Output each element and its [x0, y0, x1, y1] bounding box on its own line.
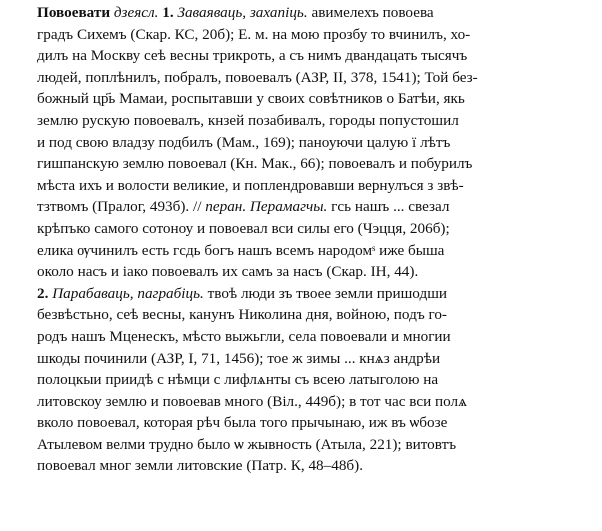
text-line: вколо повоевал, которая рѣч была того прычынаю, иж въ ѡбозе [37, 414, 448, 432]
text-line: авимелехъ повоева [307, 4, 434, 21]
text-line: градъ Сихемъ (Скар. КС, 20б); Е. м. на мою прозбу то вчинилъ, хо- [37, 25, 471, 43]
figurative-label: перан. Перамагчы. [205, 198, 328, 216]
text-line: твоѣ люди зъ твоее земли пришодши [203, 284, 448, 302]
text-line: безвѣстьно, сеѣ весны, канунъ Николина дня, войною, подъ го- [37, 306, 447, 324]
text-line: гсь нашъ ... свезал [327, 198, 450, 216]
text-line: около насъ и iако повоевалъ их самъ за насъ (Скар. IН, 44). [37, 263, 419, 281]
sense-1-number: 1. [162, 4, 174, 21]
text-line: литовскоу землю и повоевав много (Віл., 449б); в тот час вси полѧ [37, 392, 468, 410]
entry-sense-1 [3, 2, 599, 283]
text-line: тзтвомъ (Пралог, 493б). // [37, 198, 206, 216]
text-line: дилъ на Москву сеѣ весны трикроть, а съ нимъ двандацать тысячъ [37, 47, 468, 65]
text-line-with-figurative [3, 196, 599, 218]
sense-2-number: 2. [37, 284, 49, 302]
text-line: землю рускую повоевалъ, кнзей позабивалъ, городы попустошил [37, 111, 459, 129]
entry-first-line [3, 2, 599, 24]
text-line: елика ѹчинилъ есть гсдь богъ нашъ всемъ народомˢ иже быша [37, 241, 445, 259]
text-line: божный цр҃ь Мамаи, роспытавши у своих совѣтников о Батѣи, якь [37, 90, 465, 108]
text-line: мѣста ихъ и волости великие, и поплендровавши вернулъся з звѣ- [37, 176, 464, 194]
entry-headword: Повоевати [37, 4, 111, 21]
text-line: родъ нашъ Мценескъ, мѣсто выжьгли, села повоевали и многии [37, 327, 451, 345]
sense-2-first-line [3, 283, 599, 305]
text-line: полоцкыи приидѣ с нѣмци с лифлѧнты съ всею латыголою на [37, 371, 439, 389]
text-line: крѣпъко самого сотоноу и повоевал вси силы его (Чэцця, 206б); [37, 219, 450, 237]
text-line: гишпанскую землю повоевал (Кн. Мак., 66); повоевалъ и побурилъ [37, 155, 473, 173]
text-line: Атылевом велми трудно было ѡ жывность (Атыла, 221); витовтъ [37, 435, 457, 453]
sense-1-gloss: Заваяваць, захапіць. [177, 4, 308, 21]
text-line: людей, поплѣнилъ, побралъ, повоевалъ (АЗР, II, 378, 1541); Той без- [37, 68, 478, 86]
grammar-label: дзеясл. [113, 4, 159, 21]
text-line: и под свою владзу подбилъ (Мам., 169); паноуючи цалую ї лѣтъ [37, 133, 451, 151]
text-line: повоевал мног земли литовские (Патр. К, 48–48б). [37, 457, 364, 475]
entry-sense-2 [3, 283, 599, 477]
text-line: шкоды починили (АЗР, I, 71, 1456); тое ж зимы ... кнѧз андрѣи [37, 349, 441, 367]
sense-2-gloss: Парабаваць, паграбіць. [52, 284, 204, 302]
